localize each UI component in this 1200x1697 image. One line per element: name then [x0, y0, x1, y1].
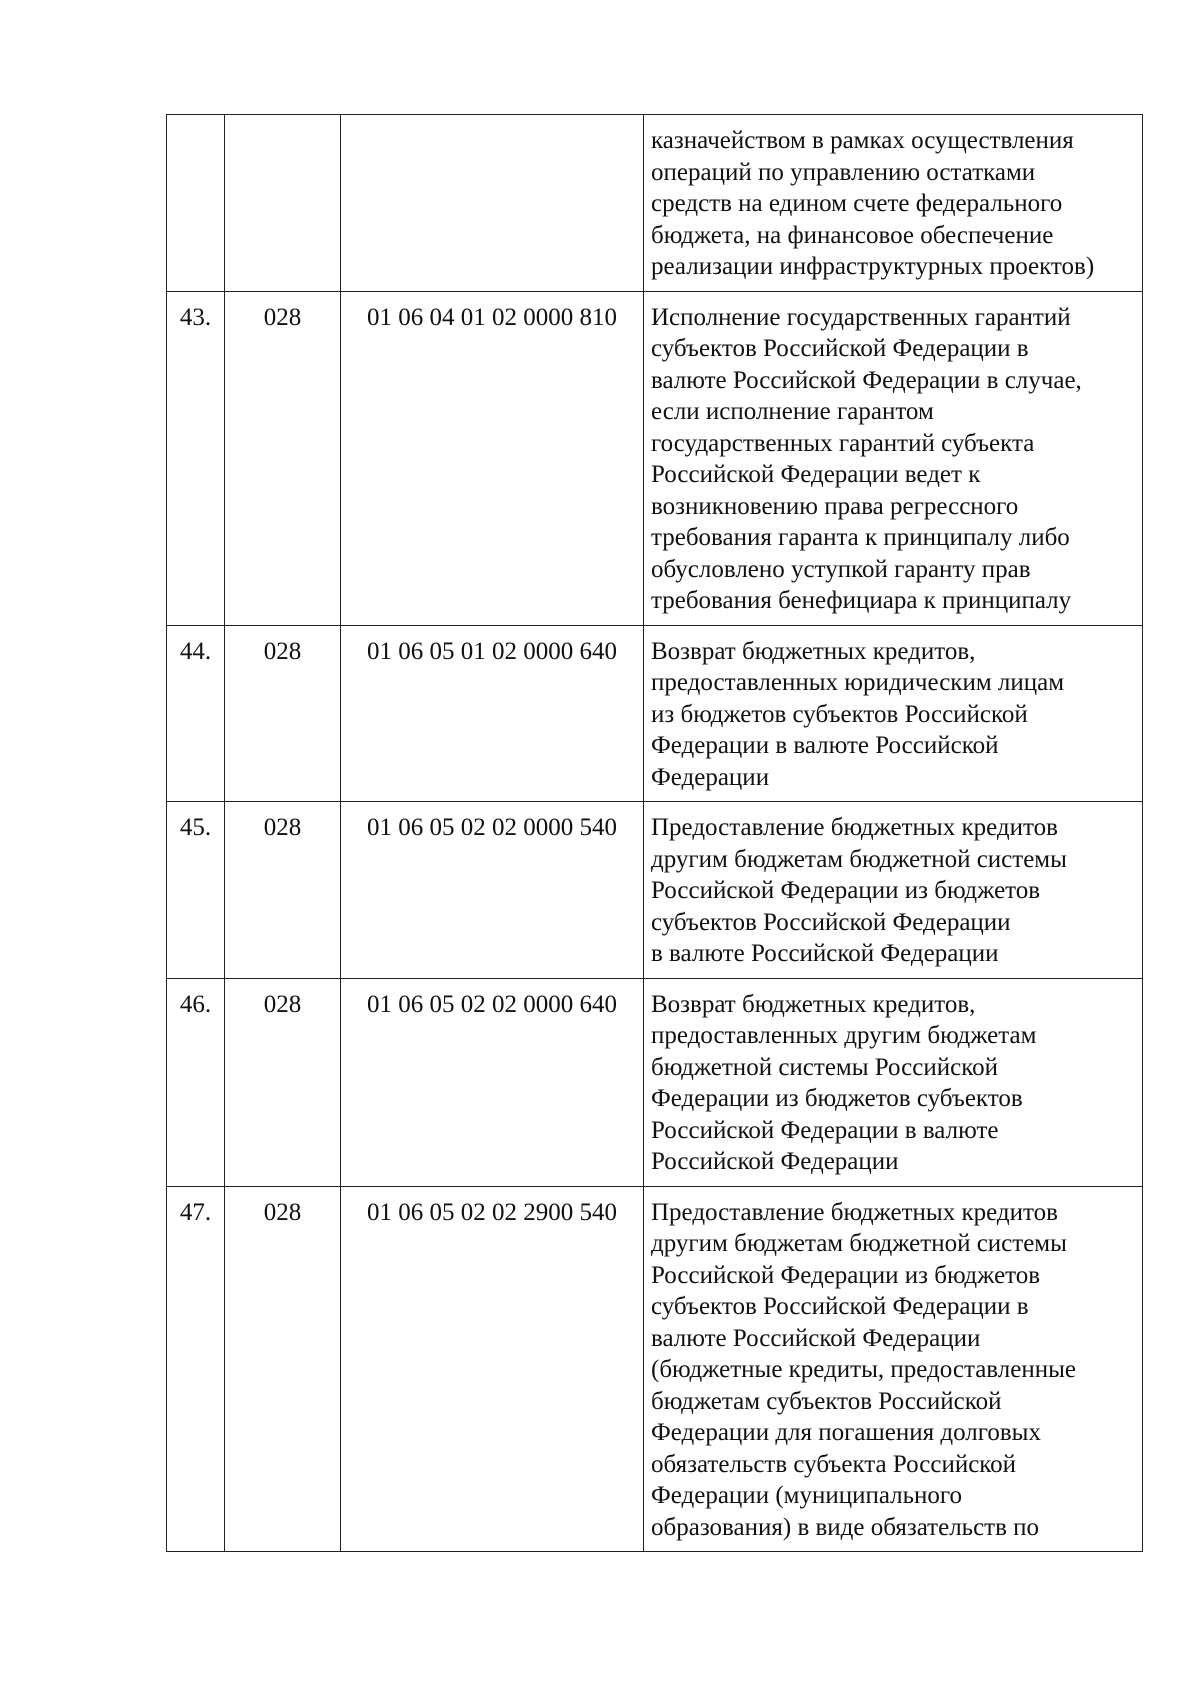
description-line: требования гаранта к принципалу либо: [651, 524, 1070, 551]
description-line: Российской Федерации из бюджетов: [651, 877, 1041, 904]
admin-code-cell: [225, 291, 341, 625]
description-line: Российской Федерации в валюте: [651, 1116, 999, 1144]
row-number-cell: [167, 625, 225, 802]
description-cell: [644, 625, 1143, 802]
description-line: Предоставление бюджетных кредитов: [651, 814, 1058, 841]
description-line: (бюджетные кредиты, предоставленные: [651, 1356, 1076, 1383]
description-line: валюте Российской Федерации в случае,: [651, 366, 1082, 394]
admin-code: 028: [263, 637, 302, 665]
description-line: Федерации из бюджетов субъектов: [651, 1085, 1023, 1112]
description-line: операций по управлению остатками: [651, 158, 1036, 186]
description-cell: [644, 1186, 1143, 1552]
description-cell: [644, 291, 1143, 625]
row-number: 44.: [179, 637, 212, 665]
description-line: валюте Российской Федерации: [651, 1324, 981, 1352]
budget-code: 01 06 05 02 02 0000 640: [367, 990, 617, 1018]
row-number: 47.: [179, 1198, 212, 1226]
description-line: из бюджетов субъектов Российской: [651, 700, 1028, 728]
budget-code: 01 06 05 02 02 2900 540: [367, 1198, 617, 1226]
description-line: Федерации (муниципального: [651, 1482, 963, 1509]
row-number: 43.: [179, 303, 212, 331]
budget-code-cell: [341, 1186, 644, 1552]
description-line: бюджетам субъектов Российской: [651, 1387, 1002, 1415]
admin-code-cell: [225, 625, 341, 802]
description-cell: [644, 802, 1143, 979]
budget-codes-table: [166, 114, 1143, 1552]
description-line: Исполнение государственных гарантий: [651, 303, 1071, 331]
budget-code-cell: [341, 802, 644, 979]
description-cell: [644, 115, 1143, 292]
description-line: обусловлено уступкой гаранту прав: [651, 555, 1031, 583]
table-row: [167, 291, 1143, 625]
description-line: Возврат бюджетных кредитов,: [651, 990, 976, 1018]
description-line: Федерации для погашения долговых: [651, 1419, 1041, 1446]
table-row: [167, 802, 1143, 979]
table-row: [167, 1186, 1143, 1552]
description-line: возникновению права регрессного: [651, 492, 1019, 520]
description-line: если исполнение гарантом: [651, 398, 934, 425]
budget-code: 01 06 05 02 02 0000 540: [367, 814, 617, 841]
description-line: образования) в виде обязательств по: [651, 1513, 1040, 1541]
description-line: бюджета, на финансовое обеспечение: [651, 221, 1054, 249]
admin-code-cell: [225, 115, 341, 292]
description-line: государственных гарантий субъекта: [651, 429, 1035, 457]
description-line: Предоставление бюджетных кредитов: [651, 1198, 1058, 1226]
admin-code: 028: [263, 814, 302, 841]
table-body: [167, 115, 1143, 1552]
table-row: [167, 978, 1143, 1186]
description-line: реализации инфраструктурных проектов): [651, 253, 1095, 280]
row-number-cell: [167, 802, 225, 979]
admin-code-cell: [225, 802, 341, 979]
description-line: обязательств субъекта Российской: [651, 1450, 1017, 1478]
description-line: в валюте Российской Федерации: [651, 940, 999, 967]
budget-code-cell: [341, 115, 644, 292]
description-line: субъектов Российской Федерации в: [651, 1293, 1029, 1320]
budget-code-cell: [341, 291, 644, 625]
table-row: [167, 625, 1143, 802]
description-line: Федерации в валюте Российской: [651, 732, 999, 759]
row-number-cell: [167, 978, 225, 1186]
row-number: 45.: [179, 814, 212, 841]
description-cell: [644, 978, 1143, 1186]
row-number: 46.: [179, 990, 212, 1018]
admin-code: 028: [263, 990, 302, 1018]
admin-code: 028: [263, 303, 302, 331]
description-line: Российской Федерации из бюджетов: [651, 1261, 1041, 1289]
description-line: другим бюджетам бюджетной системы: [651, 1230, 1067, 1257]
description-line: Федерации: [651, 763, 770, 791]
description-line: средств на едином счете федерального: [651, 190, 1063, 217]
admin-code-cell: [225, 978, 341, 1186]
budget-code-cell: [341, 625, 644, 802]
description-line: другим бюджетам бюджетной системы: [651, 845, 1067, 873]
admin-code-cell: [225, 1186, 341, 1552]
table-row: [167, 115, 1143, 292]
admin-code: 028: [263, 1198, 302, 1226]
description-line: субъектов Российской Федерации: [651, 908, 1011, 936]
description-line: бюджетной системы Российской: [651, 1053, 998, 1081]
description-line: Российской Федерации ведет к: [651, 461, 981, 488]
description-line: казначейством в рамках осуществления: [651, 127, 1074, 154]
description-line: субъектов Российской Федерации в: [651, 335, 1029, 362]
budget-code: 01 06 04 01 02 0000 810: [367, 303, 617, 331]
budget-code: 01 06 05 01 02 0000 640: [367, 637, 617, 665]
row-number-cell: [167, 1186, 225, 1552]
description-line: требования бенефициара к принципалу: [651, 587, 1072, 614]
description-line: Возврат бюджетных кредитов,: [651, 637, 976, 665]
description-line: Российской Федерации: [651, 1148, 899, 1175]
description-line: предоставленных другим бюджетам: [651, 1022, 1037, 1049]
row-number-cell: [167, 291, 225, 625]
row-number-cell: [167, 115, 225, 292]
description-line: предоставленных юридическим лицам: [651, 669, 1065, 696]
budget-code-cell: [341, 978, 644, 1186]
